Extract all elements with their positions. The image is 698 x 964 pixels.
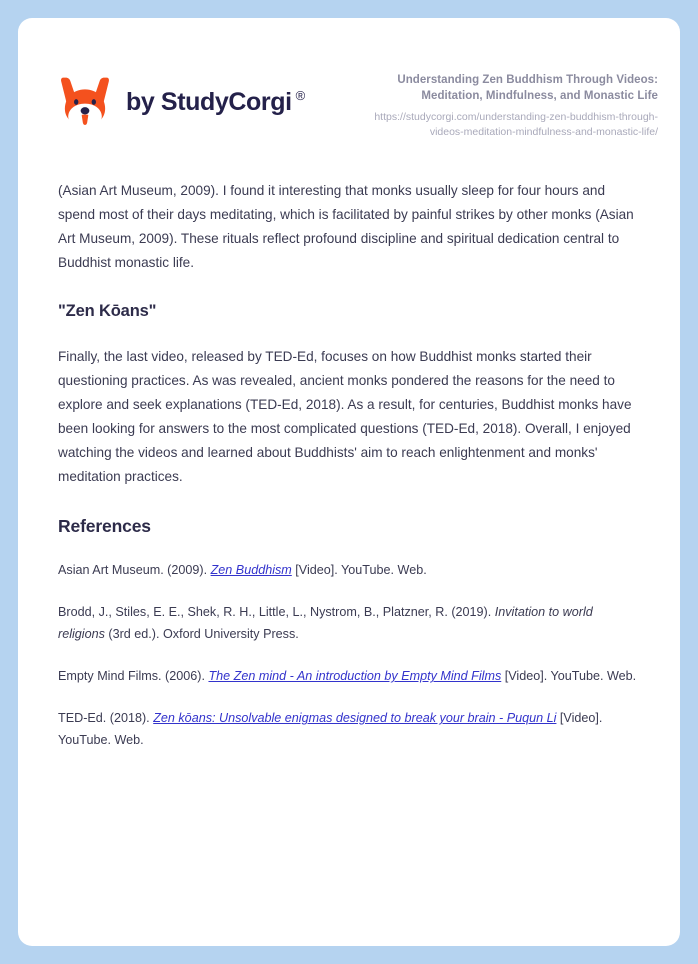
document-source-url[interactable]: https://studycorgi.com/understanding-zen-buddhism-through-videos-meditation-mindfulness-and-monastic-life/ xyxy=(374,110,658,138)
document-body xyxy=(18,179,680,751)
brand-name-text: by StudyCorgi xyxy=(126,87,292,116)
registered-trademark-icon: ® xyxy=(295,87,305,103)
body-paragraph-2: Finally, the last video, released by TED-Ed, focuses on how Buddhist monks started their questioning practices. As was revealed, ancient monks pondered the reasons for the need to explore and seek explanations (TED-Ed, 2018). As a result, for centuries, Buddhist monks have been looking for answers to the most complicated questions (TED-Ed, 2018). Overall, I enjoyed watching the videos and learned about Buddhists' aim to reach enlightenment and monks' meditation practices. xyxy=(58,348,632,484)
reference-text: Asian Art Museum. (2009). xyxy=(58,563,211,578)
reference-text: (3rd ed.). Oxford University Press. xyxy=(104,627,299,642)
corgi-face-icon xyxy=(58,76,112,128)
reference-item xyxy=(58,665,640,687)
body-paragraph-1: (Asian Art Museum, 2009). I found it interesting that monks usually sleep for four hours and spend most of their days meditating, which is facilitated by painful strikes by other monks (Asian Art Museum, 2009). These rituals reflect profound discipline and spiritual dedication central to Buddhist monastic life. xyxy=(58,183,634,271)
reference-text: [Video]. YouTube. Web. xyxy=(58,711,603,748)
reference-text: Empty Mind Films. (2006). xyxy=(58,669,209,684)
references-heading: References xyxy=(58,515,151,536)
brand-wordmark xyxy=(126,88,305,117)
reference-link[interactable]: Zen kōans: Unsolvable enigmas designed to break your brain - Puqun Li xyxy=(153,711,557,726)
brand-logo-block xyxy=(58,70,305,128)
section-heading-zen-koans: "Zen Kōans" xyxy=(58,302,157,321)
reference-item xyxy=(58,601,640,645)
reference-link[interactable]: The Zen mind - An introduction by Empty Mind Films xyxy=(208,669,502,684)
reference-item xyxy=(58,559,640,581)
reference-text: [Video]. YouTube. Web. xyxy=(501,669,637,684)
document-header xyxy=(18,18,680,140)
reference-text: TED-Ed. (2018). xyxy=(58,711,154,726)
references-list xyxy=(58,559,640,751)
reference-text: Brodd, J., Stiles, E. E., Shek, R. H., Little, L., Nystrom, B., Platzner, R. (2019). xyxy=(58,605,495,620)
document-page-card xyxy=(18,18,680,946)
document-title: Understanding Zen Buddhism Through Videos: Meditation, Mindfulness, and Monastic Life xyxy=(397,74,658,103)
reference-item xyxy=(58,707,640,751)
reference-link[interactable]: Zen Buddhism xyxy=(210,563,292,578)
reference-text: [Video]. YouTube. Web. xyxy=(291,563,427,578)
reference-title-italic: Invitation to world religions xyxy=(58,605,593,642)
header-meta-block xyxy=(366,70,658,140)
